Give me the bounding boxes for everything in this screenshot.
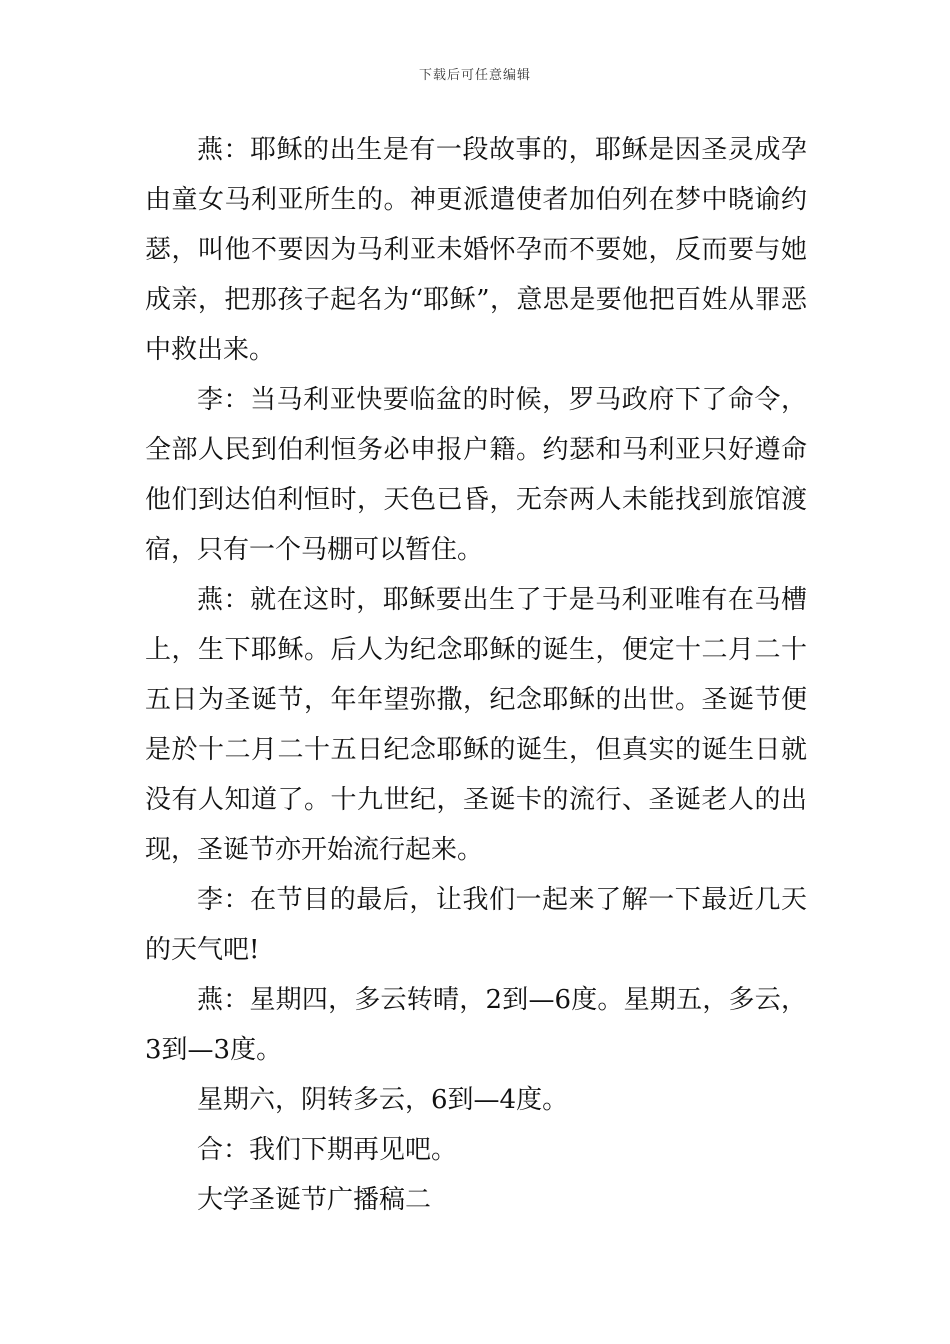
paragraph-weather-intro: 李：在节目的最后，让我们一起来了解一下最近几天的天气吧!: [145, 885, 807, 965]
page-header: 下载后可任意编辑: [418, 68, 531, 83]
paragraph-bethlehem-census: 李：当马利亚快要临盆的时候，罗马政府下了命令，全部人民到伯利恒务必申报户籍。约瑟和马利亚只好遵命他们到达伯利恒时，天色已昏，无奈两人未能找到旅馆渡宿，只有一个马棚可以暂住。: [145, 385, 807, 565]
paragraph-farewell: 合：我们下期再见吧。: [197, 1135, 458, 1165]
paragraph-next-title: 大学圣诞节广播稿二: [197, 1185, 432, 1215]
paragraph-jesus-birth-story: 燕：耶稣的出生是有一段故事的，耶稣是因圣灵成孕由童女马利亚所生的。神更派遣使者加伯列在梦中晓谕约瑟，叫他不要因为马利亚未婚怀孕而不要她，反而要与她成亲，把那孩子起名为“耶稣”，意思是要他把百姓从罪恶中救出来。: [145, 135, 807, 365]
document-body: [145, 125, 807, 1225]
paragraph-christmas-origin: 燕：就在这时，耶稣要出生了于是马利亚唯有在马槽上，生下耶稣。后人为纪念耶稣的诞生，便定十二月二十五日为圣诞节，年年望弥撒，纪念耶稣的出世。圣诞节便是於十二月二十五日纪念耶稣的诞生，但真实的诞生日就没有人知道了。十九世纪，圣诞卡的流行、圣诞老人的出现，圣诞节亦开始流行起来。: [145, 585, 807, 865]
paragraph-weather-sat: 星期六，阴转多云，6到—4度。: [197, 1085, 569, 1115]
paragraph-weather-thu-fri: 燕：星期四，多云转晴，2到—6度。星期五，多云，3到—3度。: [145, 985, 807, 1065]
